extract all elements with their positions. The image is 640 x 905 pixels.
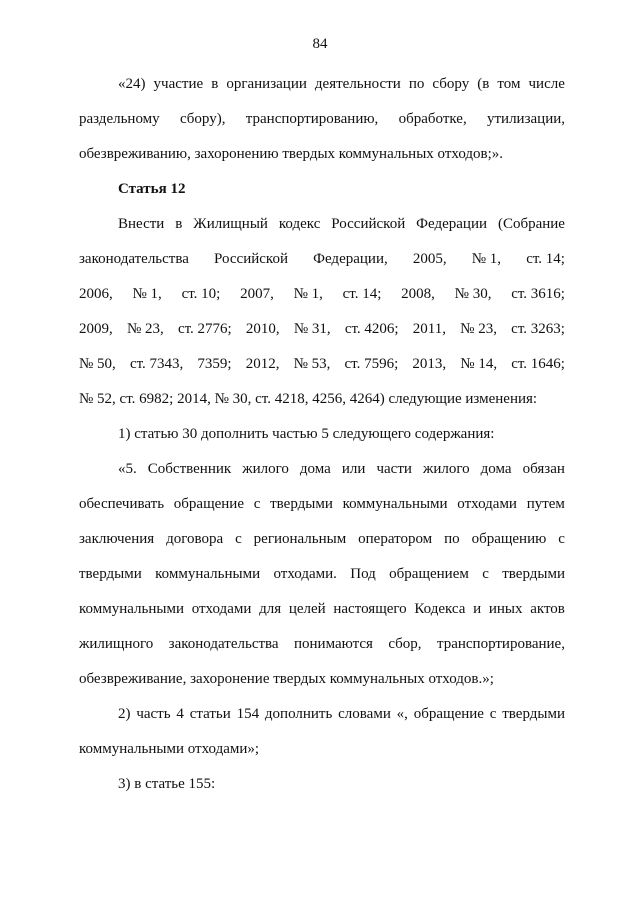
word: настоящего xyxy=(333,601,407,617)
word: Под xyxy=(350,566,376,582)
word: законодательства xyxy=(168,636,279,652)
word: отходами. xyxy=(273,566,337,582)
word: 7359; xyxy=(197,356,232,372)
word: ст. 14; xyxy=(342,286,382,302)
text-line: № 52, ст. 6982; 2014, № 30, ст. 4218, 4256, 4264) следующие изменения: xyxy=(79,391,538,407)
word: обращению xyxy=(471,531,547,547)
word: в xyxy=(175,216,183,232)
word: ст. 2776; xyxy=(177,321,232,337)
text-line xyxy=(79,250,565,268)
word: иных xyxy=(488,601,523,617)
word: ст. 10; xyxy=(181,286,221,302)
word: словами xyxy=(338,706,391,722)
word: № 31, xyxy=(293,321,331,337)
word: 2009, xyxy=(79,321,113,337)
word: № 14, xyxy=(460,356,498,372)
text-line xyxy=(79,600,565,618)
word: (в xyxy=(477,76,490,92)
word: твердыми xyxy=(502,566,565,582)
word: коммунальными xyxy=(79,601,184,617)
word: транспортирование, xyxy=(436,636,565,652)
text-line: обезвреживанию, захоронению твердых коммунальных отходов;». xyxy=(79,146,504,162)
word: коммунальными xyxy=(155,566,261,582)
word: Жилищный xyxy=(193,216,268,232)
word: жилищного xyxy=(79,636,154,652)
text-line xyxy=(118,215,565,233)
word: ст. 7343, xyxy=(129,356,184,372)
word: жилого xyxy=(242,461,289,477)
word: отходами xyxy=(191,601,252,617)
word: твердыми xyxy=(270,496,333,512)
word: ст. 7596; xyxy=(344,356,399,372)
word: понимаются xyxy=(293,636,373,652)
word: или xyxy=(341,461,366,477)
word: законодательства xyxy=(79,251,189,267)
word: Собственник xyxy=(147,461,232,477)
word: Внести xyxy=(118,216,165,232)
word: ст. 14; xyxy=(526,251,565,267)
word: Кодекса xyxy=(414,601,466,617)
word: дополнить xyxy=(264,706,333,722)
word: ст. 3616; xyxy=(511,286,565,302)
word: часть xyxy=(136,706,171,722)
word: с xyxy=(558,531,565,547)
word: актов xyxy=(530,601,565,617)
word: региональным xyxy=(253,531,347,547)
word: транспортированию, xyxy=(245,111,379,127)
word: оператором xyxy=(358,531,433,547)
word: «24) xyxy=(118,76,146,92)
text-line: обезвреживание, захоронение твердых коммунальных отходов.»; xyxy=(79,671,494,687)
text-line: 1) статью 30 дополнить частью 5 следующего содержания: xyxy=(118,426,495,442)
word: № 50, xyxy=(79,356,116,372)
word: «, xyxy=(396,706,408,722)
word: сбору xyxy=(432,76,470,92)
word: числе xyxy=(528,76,565,92)
word: Федерации xyxy=(416,216,488,232)
word: Российской xyxy=(331,216,406,232)
text-line xyxy=(79,530,565,548)
text-line: коммунальными отходами»; xyxy=(79,741,260,757)
word: дома xyxy=(480,461,512,477)
word: по xyxy=(444,531,460,547)
word: 4 xyxy=(176,706,184,722)
word: ст. 3263; xyxy=(511,321,565,337)
article-heading: Статья 12 xyxy=(118,181,186,197)
text-line xyxy=(79,285,565,303)
word: обработке, xyxy=(398,111,467,127)
word: целей xyxy=(288,601,326,617)
text-line xyxy=(79,110,565,128)
word: Российской xyxy=(214,251,288,267)
text-line xyxy=(79,495,565,513)
page-number: 84 xyxy=(312,36,328,52)
word: с xyxy=(482,566,489,582)
word: утилизации, xyxy=(486,111,565,127)
word: твердыми xyxy=(79,566,142,582)
word: № 53, xyxy=(293,356,331,372)
word: обеспечивать xyxy=(79,496,165,512)
word: 2010, xyxy=(245,321,280,337)
word: 2005, xyxy=(412,251,447,267)
word: обращение xyxy=(413,706,484,722)
word: «5. xyxy=(118,461,137,477)
word: ст. 4206; xyxy=(344,321,399,337)
word: с xyxy=(235,531,242,547)
text-line xyxy=(118,460,565,478)
word: обязан xyxy=(522,461,565,477)
word: дома xyxy=(299,461,331,477)
word: для xyxy=(259,601,282,617)
word: том xyxy=(497,76,521,92)
word: путем xyxy=(526,496,565,512)
word: 2006, xyxy=(79,286,113,302)
word: с xyxy=(489,706,497,722)
word: Федерации, xyxy=(313,251,388,267)
word: коммунальными xyxy=(342,496,448,512)
word: статьи xyxy=(189,706,231,722)
word: 2008, xyxy=(401,286,435,302)
word: № 1, xyxy=(293,286,323,302)
word: участие xyxy=(153,76,204,92)
word: 2007, xyxy=(240,286,274,302)
word: обращение xyxy=(173,496,244,512)
text-line xyxy=(79,565,565,583)
text-line xyxy=(118,705,565,723)
word: в xyxy=(211,76,219,92)
text-line: 3) в статье 155: xyxy=(118,776,216,792)
word: жилого xyxy=(422,461,470,477)
word: ст. 1646; xyxy=(511,356,565,372)
word: заключения xyxy=(79,531,155,547)
word: и xyxy=(473,601,482,617)
word: № 1, xyxy=(132,286,162,302)
word: договора xyxy=(166,531,224,547)
text-line xyxy=(118,75,565,93)
word: сбору), xyxy=(179,111,226,127)
word: 2011, xyxy=(412,321,446,337)
word: с xyxy=(253,496,261,512)
word: 2013, xyxy=(412,356,447,372)
word: 2012, xyxy=(245,356,280,372)
word: (Собрание xyxy=(497,216,565,232)
word: деятельности xyxy=(314,76,401,92)
word: части xyxy=(376,461,412,477)
word: кодекс xyxy=(278,216,321,232)
word: отходами xyxy=(457,496,517,512)
word: № 23, xyxy=(460,321,497,337)
word: твердыми xyxy=(502,706,565,722)
word: раздельному xyxy=(79,111,160,127)
word: № 30, xyxy=(454,286,492,302)
text-line xyxy=(79,320,565,338)
text-line xyxy=(79,355,565,373)
word: № 1, xyxy=(471,251,502,267)
text-line xyxy=(79,635,565,653)
word: 2) xyxy=(118,706,131,722)
word: сбор, xyxy=(388,636,422,652)
word: по xyxy=(408,76,425,92)
word: 154 xyxy=(236,706,260,722)
word: организации xyxy=(226,76,307,92)
word: № 23, xyxy=(126,321,164,337)
word: обращением xyxy=(389,566,469,582)
